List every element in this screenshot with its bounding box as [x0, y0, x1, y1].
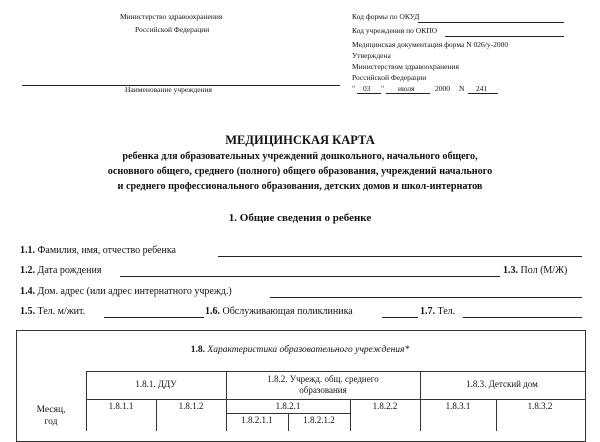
date-num: 241: [476, 84, 488, 93]
doc-subtitle-line2: ребенка для образовательных учреждений дошкольного, начального общего,: [122, 151, 478, 162]
okud-label: Код формы по ОКУД: [352, 12, 420, 21]
doc-form: Медицинская документация форма N 026/у-2000: [352, 40, 509, 49]
date-quote-close: ": [381, 84, 385, 93]
field-text: Тел.: [437, 306, 456, 317]
field-num: 1.3.: [503, 265, 518, 276]
sub-1-8-2-1: 1.8.2.1: [275, 401, 301, 411]
field-1-3-label: [503, 265, 567, 276]
col-school-line1: 1.8.2. Учрежд. общ. среднего: [267, 374, 379, 384]
subsub-1-8-2-1-2: 1.8.2.1.2: [303, 415, 335, 425]
field-text: Обслуживающая поликлиника: [222, 306, 353, 317]
row-label-line1: Месяц,: [36, 405, 66, 415]
doc-subtitle-line4: и среднего профессионального образования, детских домов и школ-интернатов: [117, 181, 483, 192]
field-text: Тел. м/жит.: [37, 306, 86, 317]
okpo-field[interactable]: [445, 36, 564, 37]
birth-date-input[interactable]: [120, 276, 500, 277]
ministry-line2: Российской Федерации: [135, 25, 210, 34]
clinic-phone-input[interactable]: [463, 317, 582, 318]
date-num-line: [468, 93, 498, 94]
child-name-input[interactable]: [218, 256, 582, 257]
field-1-5-label: [20, 306, 85, 317]
date-year: 2000: [435, 84, 450, 93]
col-home: 1.8.3. Детский дом: [466, 379, 538, 389]
approved-ministry2: Российской Федерации: [352, 73, 427, 82]
home-phone-input[interactable]: [104, 317, 204, 318]
field-num: 1.5.: [20, 306, 35, 317]
doc-subtitle-line3: основного общего, среднего (полного) общего образования, учреждений начального: [107, 166, 493, 177]
date-month-line: [386, 93, 430, 94]
table-hline: [86, 371, 585, 372]
field-text: Дом. адрес (или адрес интернатного учрежд.): [37, 286, 232, 297]
field-num: 1.1.: [20, 245, 35, 256]
sub-1-8-1-2: 1.8.1.2: [178, 401, 204, 411]
date-day: 03: [363, 84, 371, 93]
field-text: Дата рождения: [37, 265, 102, 276]
field-num: 1.7.: [420, 306, 435, 317]
row-label-line2: год: [44, 417, 58, 427]
date-quote-open: ": [352, 84, 356, 93]
subsub-1-8-2-1-1: 1.8.2.1.1: [241, 415, 273, 425]
field-num: 1.4.: [20, 286, 35, 297]
okpo-label: Код учреждения по ОКПО: [352, 26, 438, 35]
sub-1-8-2-2: 1.8.2.2: [372, 401, 398, 411]
sub-1-8-3-2: 1.8.3.2: [527, 401, 553, 411]
doc-title: МЕДИЦИНСКАЯ КАРТА: [225, 133, 375, 147]
table-caption: [0, 345, 600, 355]
col-school-line2: образования: [299, 385, 347, 395]
clinic-input[interactable]: [382, 317, 418, 318]
section-heading: 1. Общие сведения о ребенке: [228, 212, 372, 224]
field-1-7-label: [420, 306, 455, 317]
date-month: июля: [398, 84, 415, 93]
approved-label: Утверждена: [352, 51, 391, 60]
home-address-input[interactable]: [270, 297, 582, 298]
institution-label: Наименование учреждения: [125, 85, 213, 94]
okud-field[interactable]: [418, 22, 564, 23]
field-text: Фамилия, имя, отчество ребенка: [37, 245, 176, 256]
date-day-line: [357, 93, 381, 94]
col-school: [226, 374, 420, 396]
col-ddu: 1.8.1. ДДУ: [135, 379, 177, 389]
field-num: 1.2.: [20, 265, 35, 276]
field-1-2-label: [20, 265, 101, 276]
date-n: N: [459, 84, 465, 93]
table-caption-num: 1.8.: [190, 345, 206, 355]
field-1-4-label: [20, 286, 232, 297]
field-num: 1.6.: [205, 306, 220, 317]
sub-1-8-1-1: 1.8.1.1: [108, 401, 134, 411]
field-1-1-label: [20, 245, 176, 256]
sub-1-8-3-1: 1.8.3.1: [445, 401, 471, 411]
table-caption-text: Характеристика образовательного учреждения*: [207, 345, 410, 355]
table-hline: [86, 399, 585, 400]
approved-ministry1: Министерством здравоохранения: [352, 62, 459, 71]
ministry-line1: Министерство здравоохранения: [120, 12, 223, 21]
row-label-month-year: [16, 404, 86, 428]
field-1-6-label: [205, 306, 353, 317]
field-text: Пол (М/Ж): [520, 265, 568, 276]
